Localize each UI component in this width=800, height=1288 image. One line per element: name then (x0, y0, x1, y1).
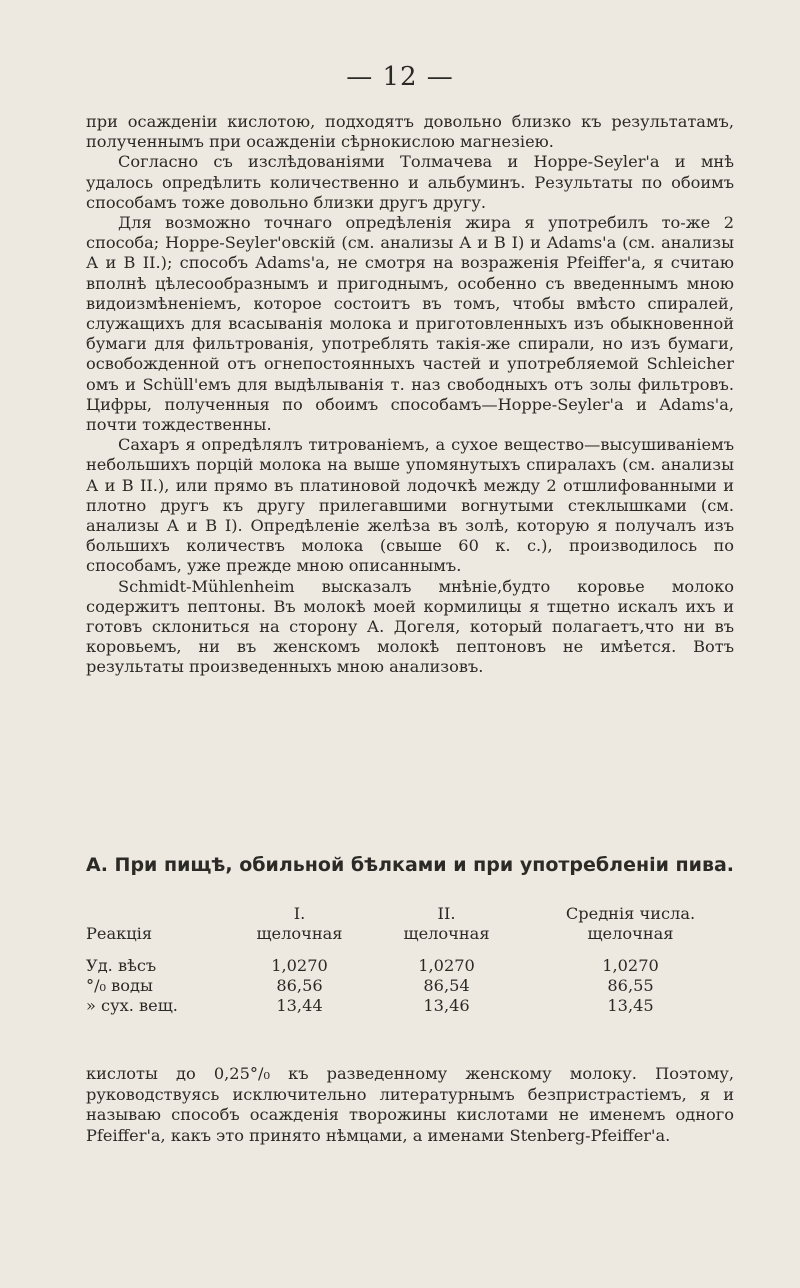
table-row (86, 976, 741, 996)
paragraph-4: Сахаръ я опредѣлялъ титрованіемъ, а сухое вещество—высушиваніемъ небольшихъ порцій молока на выше упомянутыхъ спиралахъ (см. анализы А и В II.), или прямо въ платиновой лодочкѣ между 2 отшлифованными и плотно другъ къ другу прилегавшими вогнутыми стеклышками (см. анализы А и В I). Опредѣленіе желѣза въ золѣ, которую я получалъ изъ большихъ количествъ молока (свыше 60 к. с.), производилось по способамъ, уже прежде мною описаннымъ. (86, 435, 734, 576)
table-header-cell: II. (437, 904, 456, 923)
table-spacer (86, 944, 741, 956)
table-cell (86, 904, 226, 924)
table-header-cell: щелочная (403, 924, 490, 943)
paragraph-continuation: кислоты до 0,25°/₀ къ разведенному женскому молоку. Поэтому, руководствуясь исключительно литературнымъ безпристрастіемъ, я и называю способъ осажденія творожины кислотами не именемъ одного Pfeiffer'а, какъ это принято нѣмцами, а именами Stenberg-Pfeiffer'а. (86, 1064, 734, 1145)
table-cell: 1,0270 (602, 956, 659, 975)
paragraph-3: Для возможно точнаго опредѣленія жира я употребилъ то-же 2 способа; Норре-Seyler'овскій (см. анализы А и В I) и Adams'а (см. анализы А и В II.); способъ Adams'а, не смотря на возраженія Pfeiffer'а, я считаю вполнѣ цѣлесообразнымъ и пригоднымъ, особенно съ введеннымъ мною видоизмѣненіемъ, которое состоитъ въ томъ, чтобы вмѣсто спиралей, служащихъ для всасыванія молока и приготовленныхъ изъ обыкновенной бумаги для фильтрованія, употреблять такія-же спирали, но изъ бумаги, освобожденной отъ огнепостоянныхъ частей и употребляемой Schleicher омъ и Schüll'емъ для выдѣлыванія т. наз свободныхъ отъ золы фильтровъ. Цифры, полученныя по обоимъ способамъ—Норре-Seyler'а и Adams'а, почти тождественны. (86, 213, 734, 435)
continuation-text (86, 1064, 734, 1146)
table-row (86, 996, 741, 1016)
page-number: — 12 — (346, 62, 454, 92)
table-cell: 86,54 (423, 976, 470, 995)
table-cell: » сух. вещ. (86, 996, 178, 1015)
table-row (86, 956, 741, 976)
table-header-cell: Среднія числа. (565, 904, 696, 923)
paragraph-1: при осажденіи кислотою, подходятъ довольно близко къ результатамъ, полученнымъ при осажденіи сѣрнокислою магнезіею. (86, 112, 734, 152)
section-heading: А. При пищѣ, обильной бѣлками и при употребленіи пива. (86, 854, 735, 876)
table-cell: 86,55 (607, 976, 654, 995)
paragraph-5: Schmidt-Mühlenheim высказалъ мнѣніе,будто коровье молоко содержитъ пептоны. Въ молокѣ моей кормилицы я тщетно искалъ ихъ и готовъ склониться на сторону А. Догеля, который полагаетъ,что ни въ коровьемъ, ни въ женскомъ молокѣ пептоновъ не имѣется. Вотъ результаты произведенныхъ мною анализовъ. (86, 576, 734, 677)
table-cell: Уд. вѣсъ (86, 956, 157, 975)
table-cell: 13,44 (276, 996, 323, 1015)
table-cell: 1,0270 (418, 956, 475, 975)
results-table (86, 904, 741, 1016)
table-header-cell: Реакція (86, 924, 153, 943)
table-header-cell: щелочная (256, 924, 343, 943)
table-cell: 13,46 (423, 996, 470, 1015)
table-cell: 1,0270 (271, 956, 328, 975)
table-cell: 13,45 (607, 996, 654, 1015)
body-text (86, 112, 734, 678)
table-header-cell: щелочная (587, 924, 674, 943)
table-header-row (86, 924, 741, 944)
table-header-row (86, 904, 741, 924)
table-cell: 86,56 (276, 976, 323, 995)
table-cell: °/₀ воды (86, 976, 153, 995)
table-header-cell: I. (293, 904, 306, 923)
paragraph-2: Согласно съ изслѣдованіями Толмачева и Норре-Seyler'а и мнѣ удалось опредѣлить количественно и альбуминъ. Результаты по обоимъ способамъ тоже довольно близки другъ другу. (86, 152, 734, 212)
